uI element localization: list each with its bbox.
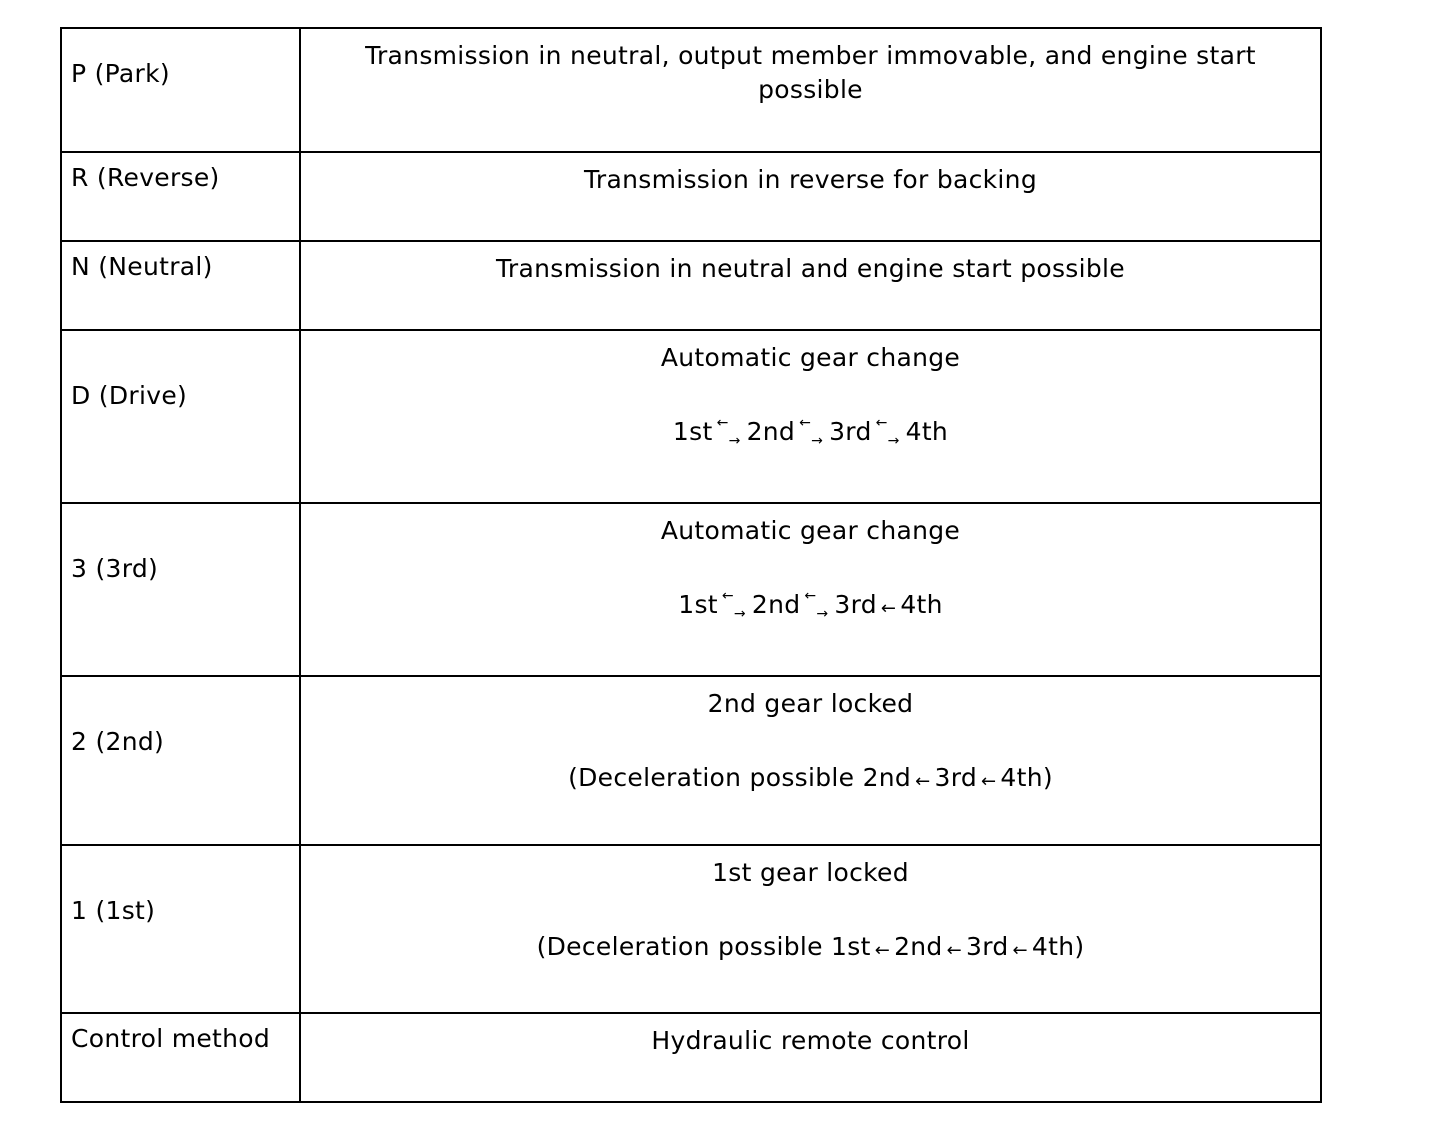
note-text: (Deceleration possible bbox=[536, 932, 823, 961]
description-text: Transmission in reverse for backing bbox=[584, 165, 1037, 194]
table-row-park bbox=[61, 28, 1321, 152]
description-text: 2nd gear locked bbox=[707, 689, 914, 718]
shift-both-ways-icon: ← → bbox=[804, 588, 829, 622]
mode-cell bbox=[61, 1013, 300, 1102]
gear-label: 1st bbox=[678, 590, 718, 619]
mode-label: 2 (2nd) bbox=[71, 727, 165, 756]
gear-label: 2nd bbox=[746, 417, 796, 446]
mode-label: 1 (1st) bbox=[71, 896, 156, 925]
gear-label: 4th bbox=[1000, 763, 1043, 792]
table-row-third bbox=[61, 503, 1321, 676]
shift-both-ways-icon: ← → bbox=[875, 415, 900, 449]
mode-cell bbox=[61, 152, 300, 241]
downshift-arrow-icon: ← bbox=[874, 940, 891, 961]
table-row-control-method bbox=[61, 1013, 1321, 1102]
downshift-arrow-icon: ← bbox=[946, 940, 962, 961]
gear-label: 3rd bbox=[934, 763, 977, 792]
gear-label: 2nd bbox=[862, 763, 912, 792]
mode-cell bbox=[61, 241, 300, 330]
description-cell bbox=[300, 241, 1321, 330]
description-text: Automatic gear change bbox=[660, 516, 961, 545]
mode-cell bbox=[61, 676, 300, 845]
table-row-drive bbox=[61, 330, 1321, 503]
table-row-second bbox=[61, 676, 1321, 845]
gear-label: 3rd bbox=[834, 590, 877, 619]
mode-label: 3 (3rd) bbox=[71, 554, 159, 583]
description-cell bbox=[300, 503, 1321, 676]
description-cell bbox=[300, 676, 1321, 845]
mode-label: P (Park) bbox=[71, 59, 170, 88]
gear-sequence bbox=[311, 415, 1310, 449]
downshift-arrow-icon: ← bbox=[1012, 940, 1028, 961]
description-text: Automatic gear change bbox=[660, 343, 961, 372]
description-cell bbox=[300, 152, 1321, 241]
note-text: ) bbox=[1074, 932, 1085, 961]
shift-position-table bbox=[60, 27, 1322, 1103]
downshift-arrow-icon: ← bbox=[915, 771, 931, 792]
gear-label: 3rd bbox=[829, 417, 872, 446]
gear-label: 2nd bbox=[751, 590, 801, 619]
downshift-arrow-icon: ← bbox=[880, 598, 897, 619]
gear-label: 1st bbox=[672, 417, 713, 446]
description-text: Transmission in neutral and engine start possible bbox=[496, 254, 1125, 283]
deceleration-note bbox=[311, 930, 1310, 967]
description-text: 1st gear locked bbox=[712, 858, 909, 887]
description-cell bbox=[300, 330, 1321, 503]
description-cell bbox=[300, 1013, 1321, 1102]
shift-both-ways-icon: ← → bbox=[799, 415, 824, 449]
description-cell bbox=[300, 845, 1321, 1013]
mode-cell bbox=[61, 28, 300, 152]
table-row-reverse bbox=[61, 152, 1321, 241]
mode-cell bbox=[61, 503, 300, 676]
deceleration-note bbox=[311, 761, 1310, 798]
note-text: ) bbox=[1042, 763, 1053, 792]
gear-label: 4th bbox=[900, 590, 943, 619]
mode-label: D (Drive) bbox=[71, 381, 188, 410]
description-cell bbox=[300, 28, 1321, 152]
note-text: (Deceleration possible bbox=[568, 763, 855, 792]
mode-label: R (Reverse) bbox=[71, 163, 220, 192]
gear-label: 1st bbox=[831, 932, 871, 961]
description-text: Hydraulic remote control bbox=[651, 1026, 970, 1055]
mode-cell bbox=[61, 330, 300, 503]
gear-label: 3rd bbox=[966, 932, 1009, 961]
mode-cell bbox=[61, 845, 300, 1013]
mode-label: Control method bbox=[71, 1024, 271, 1053]
gear-label: 2nd bbox=[894, 932, 943, 961]
mode-label: N (Neutral) bbox=[71, 252, 213, 281]
gear-label: 4th bbox=[905, 417, 949, 446]
table-row-first bbox=[61, 845, 1321, 1013]
gear-label: 4th bbox=[1031, 932, 1075, 961]
description-text: Transmission in neutral, output member immovable, and engine start possible bbox=[365, 41, 1256, 104]
shift-both-ways-icon: ← → bbox=[721, 588, 746, 622]
gear-sequence bbox=[311, 588, 1310, 625]
shift-both-ways-icon: ← → bbox=[716, 415, 741, 449]
downshift-arrow-icon: ← bbox=[981, 771, 997, 792]
table-row-neutral bbox=[61, 241, 1321, 330]
